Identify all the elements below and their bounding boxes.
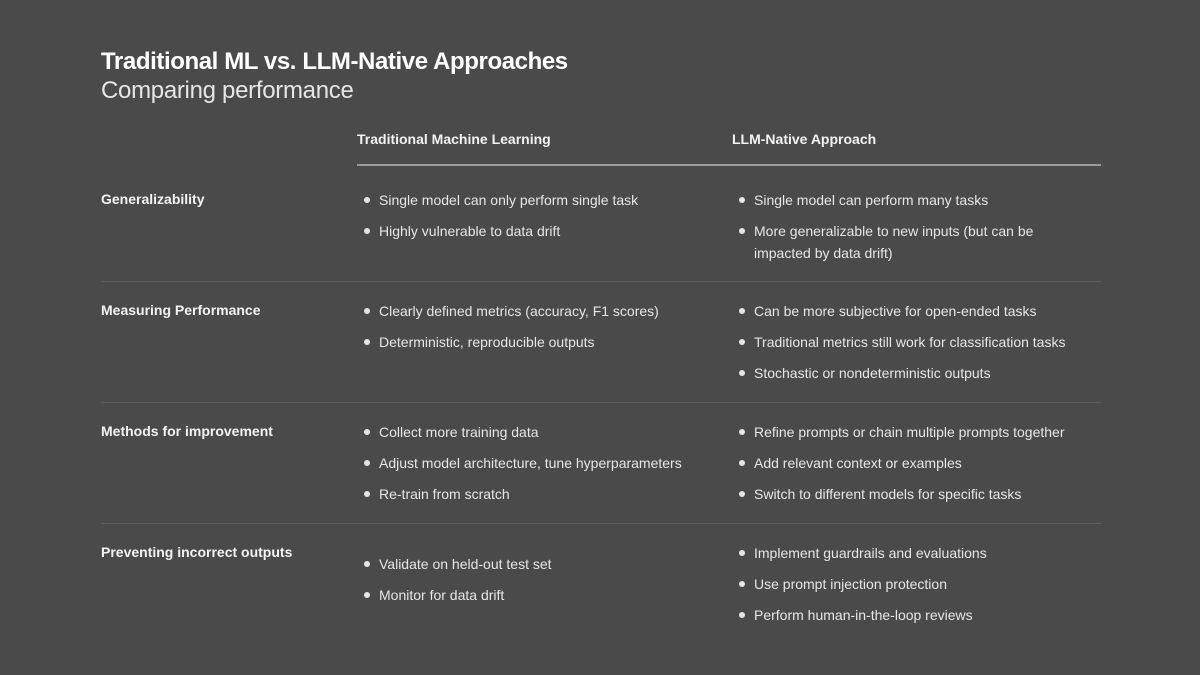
list-item: Highly vulnerable to data drift (357, 220, 717, 242)
list-item: Add relevant context or examples (732, 452, 1092, 474)
preventing-outputs-ml-list (357, 553, 717, 615)
measuring-performance-ml-list (357, 300, 717, 362)
row-divider (101, 402, 1101, 403)
column-header-traditional-ml: Traditional Machine Learning (357, 131, 551, 147)
preventing-outputs-llm-list (732, 542, 1092, 635)
list-item: Use prompt injection protection (732, 573, 1092, 595)
methods-improvement-llm-list (732, 421, 1092, 514)
row-label-methods-for-improvement: Methods for improvement (101, 423, 273, 439)
list-item: More generalizable to new inputs (but can be impacted by data drift) (732, 220, 1062, 264)
row-label-preventing-incorrect-outputs: Preventing incorrect outputs (101, 544, 293, 560)
list-item: Validate on held-out test set (357, 553, 717, 575)
row-divider (101, 523, 1101, 524)
generalizability-llm-list (732, 189, 1062, 273)
row-divider (101, 281, 1101, 282)
list-item: Stochastic or nondeterministic outputs (732, 362, 1092, 384)
list-item: Deterministic, reproducible outputs (357, 331, 717, 353)
list-item: Re-train from scratch (357, 483, 717, 505)
list-item: Collect more training data (357, 421, 717, 443)
list-item: Perform human-in-the-loop reviews (732, 604, 1092, 626)
list-item: Traditional metrics still work for classification tasks (732, 331, 1092, 353)
list-item: Clearly defined metrics (accuracy, F1 scores) (357, 300, 717, 322)
list-item: Switch to different models for specific tasks (732, 483, 1092, 505)
page-subtitle: Comparing performance (101, 77, 354, 104)
list-item: Adjust model architecture, tune hyperparameters (357, 452, 717, 474)
row-label-measuring-performance: Measuring Performance (101, 302, 261, 318)
header-divider (357, 164, 1101, 166)
measuring-performance-llm-list (732, 300, 1092, 393)
list-item: Single model can only perform single task (357, 189, 717, 211)
methods-improvement-ml-list (357, 421, 717, 514)
page-title: Traditional ML vs. LLM-Native Approaches (101, 48, 568, 75)
list-item: Single model can perform many tasks (732, 189, 1062, 211)
column-header-llm-native: LLM-Native Approach (732, 131, 877, 147)
row-label-generalizability: Generalizability (101, 191, 205, 207)
list-item: Monitor for data drift (357, 584, 717, 606)
generalizability-ml-list (357, 189, 717, 251)
list-item: Implement guardrails and evaluations (732, 542, 1092, 564)
list-item: Refine prompts or chain multiple prompts together (732, 421, 1092, 443)
list-item: Can be more subjective for open-ended tasks (732, 300, 1092, 322)
